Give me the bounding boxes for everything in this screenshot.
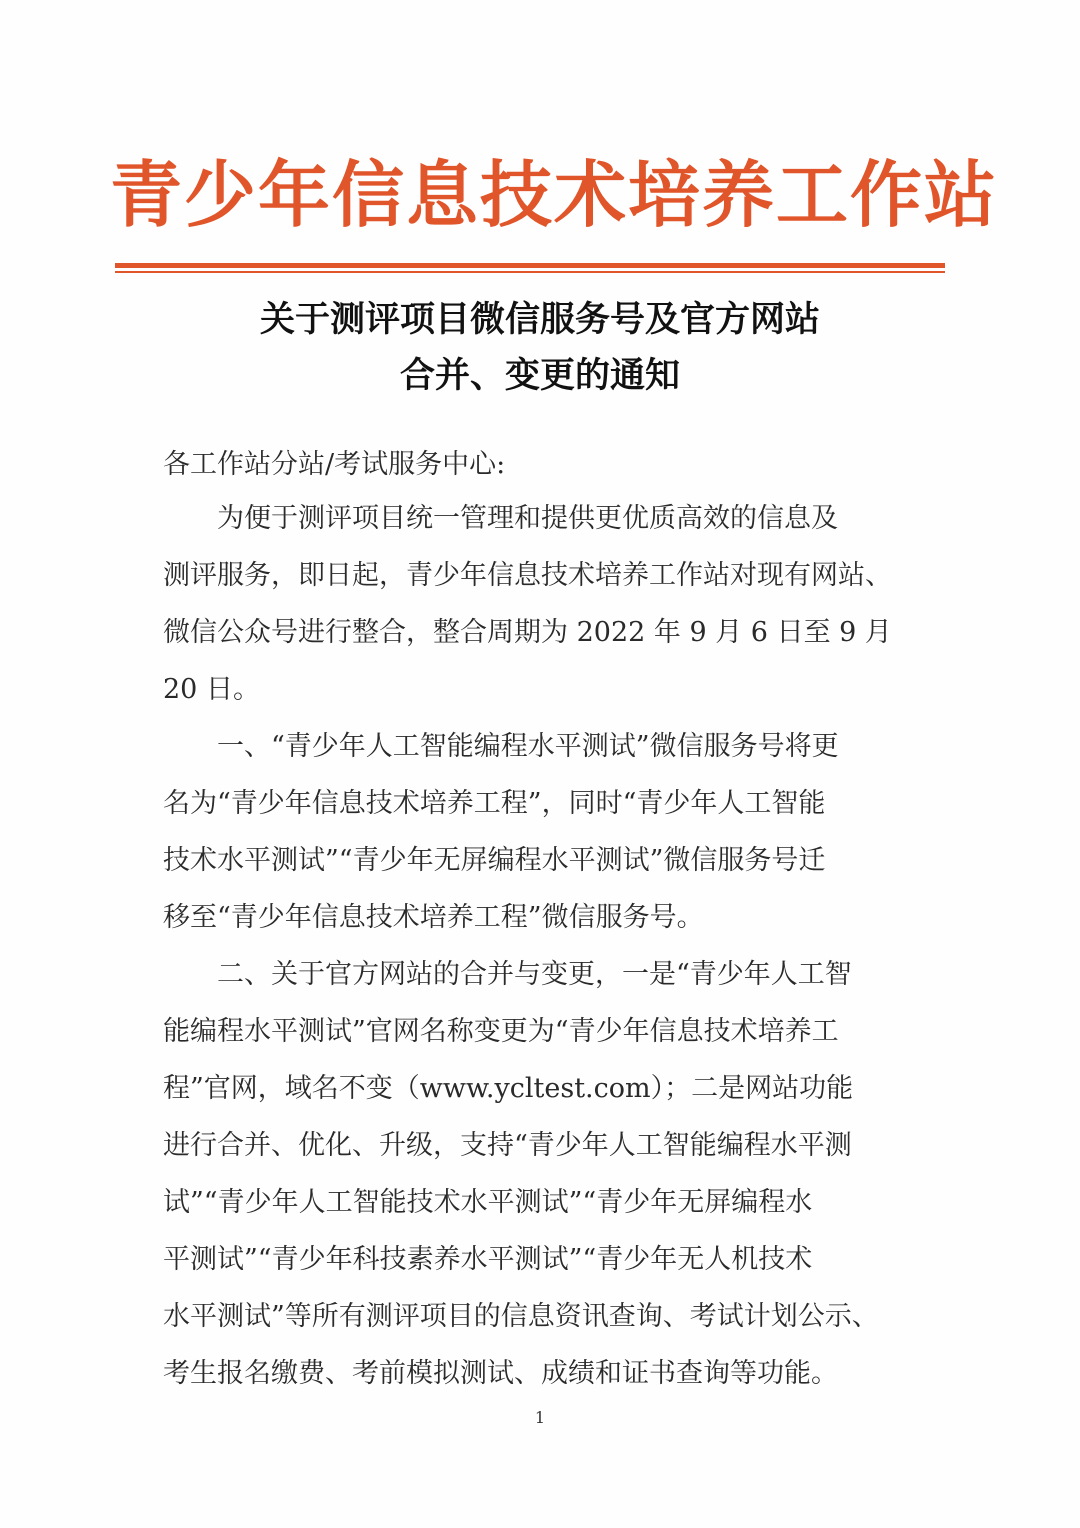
document-title <box>110 292 970 404</box>
letterhead-rule-thick <box>115 263 945 268</box>
body-line: 考生报名缴费、考前模拟测试、成绩和证书查询等功能。 <box>163 1358 838 1389</box>
body-line: 水平测试”等所有测评项目的信息资讯查询、考试计划公示、 <box>163 1301 879 1332</box>
document-title-line-2: 合并、变更的通知 <box>399 356 680 396</box>
body-line: 移至“青少年信息技术培养工程”微信服务号。 <box>163 902 704 933</box>
body-line: 测评服务，即日起，青少年信息技术培养工作站对现有网站、 <box>163 560 892 591</box>
page-number: 1 <box>534 1408 546 1427</box>
body-line: 名为“青少年信息技术培养工程”，同时“青少年人工智能 <box>163 788 826 819</box>
notice-body <box>163 490 933 1402</box>
letterhead-title: 青少年信息技术培养工作站 <box>110 152 999 237</box>
body-line: 平测试”“青少年科技素养水平测试”“青少年无人机技术 <box>163 1244 813 1275</box>
body-line: 为便于测评项目统一管理和提供更优质高效的信息及 <box>163 503 838 534</box>
letterhead-rule-thin <box>115 271 945 273</box>
body-line: 20 日。 <box>163 674 260 705</box>
body-line: 程”官网，域名不变（www.ycltest.com）；二是网站功能 <box>163 1073 854 1104</box>
salutation <box>163 436 933 493</box>
body-line: 微信公众号进行整合，整合周期为 2022 年 9 月 6 日至 9 月 <box>163 617 892 648</box>
body-line: 进行合并、优化、升级，支持“青少年人工智能编程水平测 <box>163 1130 852 1161</box>
body-line: 技术水平测试”“青少年无屏编程水平测试”微信服务号迁 <box>163 845 826 876</box>
body-line: 试”“青少年人工智能技术水平测试”“青少年无屏编程水 <box>163 1187 813 1218</box>
salutation-text: 各工作站分站/考试服务中心: <box>163 449 506 480</box>
body-line: 一、“青少年人工智能编程水平测试”微信服务号将更 <box>163 731 839 762</box>
document-title-line-1: 关于测评项目微信服务号及官方网站 <box>259 300 820 340</box>
body-line: 二、关于官方网站的合并与变更，一是“青少年人工智 <box>163 959 852 990</box>
body-line: 能编程水平测试”官网名称变更为“青少年信息技术培养工 <box>163 1016 839 1047</box>
